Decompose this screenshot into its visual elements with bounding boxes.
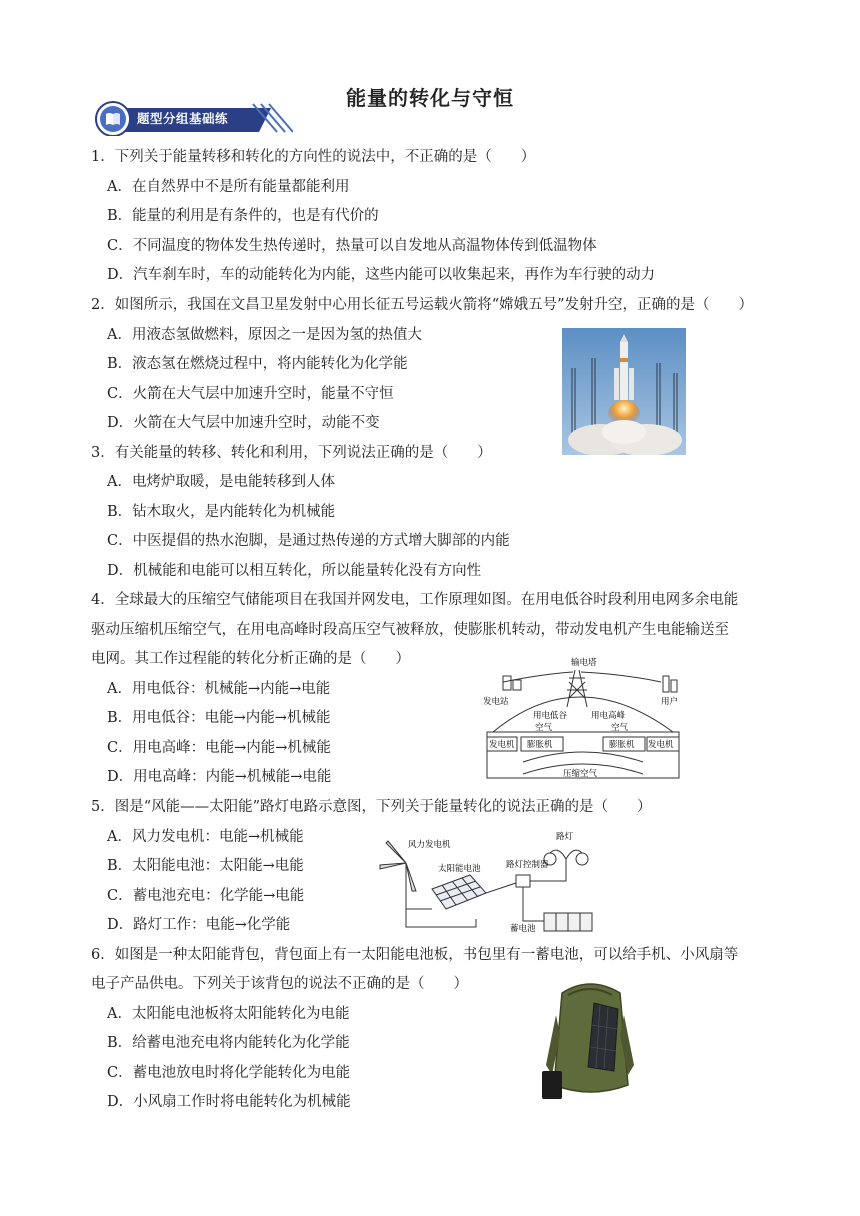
diagram-air-left-label: 空气: [535, 723, 553, 733]
question-3-option-b: B．钻木取火，是内能转化为机械能: [107, 504, 336, 520]
diagram-controller-label: 路灯控制器: [506, 860, 549, 870]
question-1-option-a: A．在自然界中不是所有能量都能利用: [107, 179, 350, 195]
question-4-option-a: A．用电低谷：机械能→内能→电能: [107, 681, 331, 697]
question-5-option-a: A．风力发电机：电能→机械能: [107, 829, 304, 845]
question-4-stem-line-3: 电网。其工作过程能的转化分析正确的是（ ）: [91, 651, 410, 667]
diagram-compressed-air-label: 压缩空气: [563, 769, 598, 779]
diagram-plant-label: 发电站: [483, 697, 509, 707]
question-2-stem: 2．如图所示，我国在文昌卫星发射中心用长征五号运载火箭将“嫦娥五号”发射升空，正确的是（ ）: [91, 297, 754, 313]
book-icon: [104, 110, 122, 132]
question-6-stem-line-1: 6．如图是一种太阳能背包，背包面上有一太阳能电池板，书包里有一蓄电池，可以给手机、小风扇等: [91, 947, 739, 963]
question-5-option-c: C．蓄电池充电：化学能→电能: [107, 888, 305, 904]
question-4-option-d: D．用电高峰：内能→机械能→电能: [107, 769, 332, 785]
question-6-option-d: D．小风扇工作时将电能转化为机械能: [107, 1094, 351, 1110]
compressed-air-storage-diagram: [483, 652, 683, 786]
solar-backpack-image: [538, 975, 642, 1107]
question-4-stem-line-1: 4．全球最大的压缩空气储能项目在我国并网发电，工作原理如图。在用电低谷时段利用电网多余电能: [91, 592, 739, 608]
diagram-low-label: 用电低谷: [533, 711, 568, 721]
diagram-air-right-label: 空气: [611, 723, 629, 733]
question-6-option-a: A．太阳能电池板将太阳能转化为电能: [107, 1006, 350, 1022]
question-2-option-b: B．液态氢在燃烧过程中，将内能转化为化学能: [107, 356, 408, 372]
question-3-option-d: D．机械能和电能可以相互转化，所以能量转化没有方向性: [107, 563, 482, 579]
question-1-stem: 1．下列关于能量转移和转化的方向性的说法中，不正确的是（ ）: [91, 149, 536, 165]
question-1-option-c: C．不同温度的物体发生热传递时，热量可以自发地从高温物体传到低温物体: [107, 238, 597, 254]
question-3-option-c: C．中医提倡的热水泡脚，是通过热传递的方式增大脚部的内能: [107, 533, 510, 549]
diagram-battery-label: 蓄电池: [510, 924, 536, 934]
question-5-option-d: D．路灯工作：电能→化学能: [107, 917, 291, 933]
question-6-option-b: B．给蓄电池充电将内能转化为化学能: [107, 1035, 350, 1051]
question-2-option-d: D．火箭在大气层中加速升空时，动能不变: [107, 415, 380, 431]
page-title: 能量的转化与守恒: [346, 86, 514, 110]
question-5-option-b: B．太阳能电池：太阳能→电能: [107, 858, 304, 874]
question-4-stem-line-2: 驱动压缩机压缩空气，在用电高峰时段高压空气被释放，使膨胀机转动，带动发电机产生电能输送至: [91, 622, 729, 638]
question-4-option-c: C．用电高峰：电能→内能→机械能: [107, 740, 331, 756]
diagram-tower-label: 输电塔: [571, 658, 597, 668]
question-2-option-a: A．用液态氢做燃料，原因之一是因为氢的热值大: [107, 327, 422, 343]
question-4-option-b: B．用电低谷：电能→内能→机械能: [107, 710, 331, 726]
diagram-generator-right-label: 发电机: [648, 740, 674, 750]
question-3-stem: 3．有关能量的转移、转化和利用，下列说法正确的是（ ）: [91, 445, 492, 461]
section-badge: [93, 100, 293, 136]
diagram-high-label: 用电高峰: [591, 711, 626, 721]
question-3-option-a: A．电烤炉取暖，是电能转移到人体: [107, 474, 335, 490]
diagram-solar-label: 太阳能电池: [438, 864, 481, 874]
rocket-launch-image: [562, 328, 686, 459]
question-2-option-c: C．火箭在大气层中加速升空时，能量不守恒: [107, 386, 394, 402]
diagram-lamp-label: 路灯: [556, 832, 574, 842]
diagram-wind-label: 风力发电机: [408, 840, 451, 850]
diagram-generator-left-label: 发电机: [489, 740, 515, 750]
diagram-expander-right-label: 膨胀机: [609, 740, 635, 750]
badge-label: 题型分组基础练: [137, 111, 229, 126]
question-6-option-c: C．蓄电池放电时将化学能转化为电能: [107, 1065, 351, 1081]
wind-solar-lamp-diagram: [376, 823, 606, 939]
question-6-stem-line-2: 电子产品供电。下列关于该背包的说法不正确的是（ ）: [91, 976, 468, 992]
diagram-user-label: 用户: [661, 697, 679, 707]
question-5-stem: 5．图是“风能——太阳能”路灯电路示意图，下列关于能量转化的说法正确的是（ ）: [91, 799, 652, 815]
question-1-option-b: B．能量的利用是有条件的，也是有代价的: [107, 208, 379, 224]
question-1-option-d: D．汽车刹车时，车的动能转化为内能，这些内能可以收集起来，再作为车行驶的动力: [107, 267, 656, 283]
diagram-expander-left-label: 膨胀机: [527, 740, 553, 750]
